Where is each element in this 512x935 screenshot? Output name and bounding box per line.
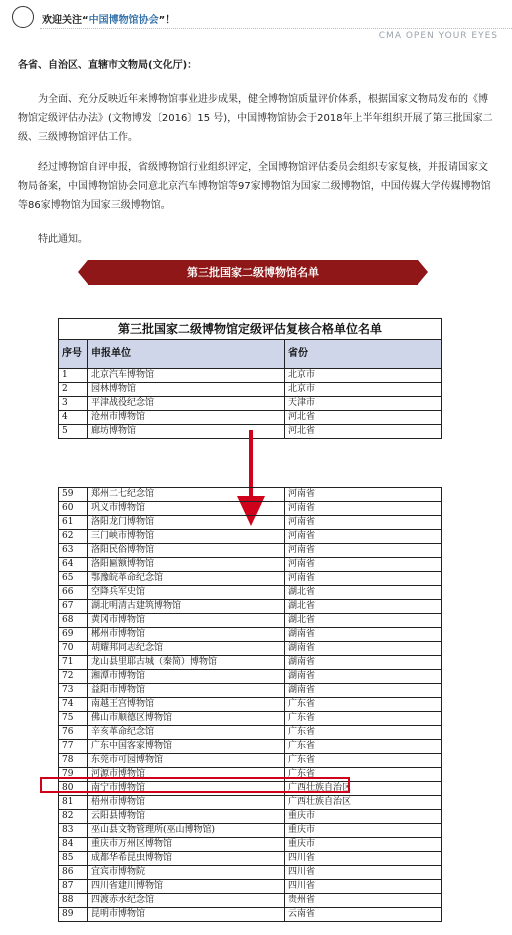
row-index: 1 [59, 369, 88, 383]
row-province: 湖南省 [285, 642, 442, 656]
row-unit: 南越王宫博物馆 [88, 698, 285, 712]
table-row [59, 712, 442, 726]
association-name-link[interactable]: 中国博物馆协会 [88, 15, 159, 26]
row-province: 河南省 [285, 572, 442, 586]
row-unit: 龙山县里耶古城（秦简）博物馆 [88, 656, 285, 670]
table-row [59, 516, 442, 530]
highlight-box [40, 777, 350, 793]
row-province: 湖南省 [285, 684, 442, 698]
row-province: 广东省 [285, 754, 442, 768]
row-unit: 廊坊博物馆 [88, 425, 285, 439]
row-index: 84 [59, 838, 88, 852]
table-row [59, 614, 442, 628]
table-row [59, 698, 442, 712]
row-index: 3 [59, 397, 88, 411]
row-province: 湖南省 [285, 670, 442, 684]
table-row [59, 880, 442, 894]
row-unit: 洛阳龙门博物馆 [88, 516, 285, 530]
table-row [59, 628, 442, 642]
table-row [59, 369, 442, 383]
row-unit: 洛阳匾额博物馆 [88, 558, 285, 572]
row-index: 69 [59, 628, 88, 642]
row-unit: 四川省建川博物馆 [88, 880, 285, 894]
table-row [59, 670, 442, 684]
row-province: 四川省 [285, 866, 442, 880]
row-province: 四川省 [285, 880, 442, 894]
row-index: 66 [59, 586, 88, 600]
row-index: 83 [59, 824, 88, 838]
circle-logo-icon [12, 6, 34, 28]
row-province: 重庆市 [285, 810, 442, 824]
table-row [59, 824, 442, 838]
table-row [59, 656, 442, 670]
row-index: 64 [59, 558, 88, 572]
row-unit: 湖北明清古建筑博物馆 [88, 600, 285, 614]
row-unit: 佛山市顺德区博物馆 [88, 712, 285, 726]
addressee: 各省、自治区、直辖市文物局(文化厅)： [18, 60, 198, 71]
row-unit: 湘潭市博物馆 [88, 670, 285, 684]
row-unit: 郴州市博物馆 [88, 628, 285, 642]
row-index: 2 [59, 383, 88, 397]
museum-list-table-bottom [58, 487, 442, 922]
row-province: 河北省 [285, 425, 442, 439]
row-index: 65 [59, 572, 88, 586]
row-index: 81 [59, 796, 88, 810]
table-body-top [59, 369, 442, 439]
table-row [59, 544, 442, 558]
row-unit: 四渡赤水纪念馆 [88, 894, 285, 908]
row-province: 广东省 [285, 726, 442, 740]
row-index: 62 [59, 530, 88, 544]
row-unit: 空降兵军史馆 [88, 586, 285, 600]
row-province: 广东省 [285, 768, 442, 782]
row-index: 63 [59, 544, 88, 558]
row-index: 59 [59, 488, 88, 502]
row-province: 广东省 [285, 740, 442, 754]
row-province: 河南省 [285, 488, 442, 502]
row-unit: 梧州市博物馆 [88, 796, 285, 810]
row-unit: 广东中国客家博物馆 [88, 740, 285, 754]
row-unit: 云阳县博物馆 [88, 810, 285, 824]
row-index: 61 [59, 516, 88, 530]
paragraph-result: 经过博物馆自评申报，省级博物馆行业组织评定，全国博物馆评估委员会组织专家复核，并报请国家文物局备案，中国博物馆协会同意北京汽车博物馆等97家博物馆为国家二级博物馆，中国传媒大学传媒博物馆等86家博物馆为国家三级博物馆。 [18, 162, 491, 211]
row-index: 77 [59, 740, 88, 754]
row-province: 湖北省 [285, 586, 442, 600]
row-unit: 胡耀邦同志纪念馆 [88, 642, 285, 656]
row-province: 河南省 [285, 516, 442, 530]
row-province: 广西壮族自治区 [285, 796, 442, 810]
row-province: 河南省 [285, 544, 442, 558]
table-row [59, 838, 442, 852]
row-index: 89 [59, 908, 88, 922]
table-row [59, 894, 442, 908]
row-province: 广东省 [285, 712, 442, 726]
page-header [0, 0, 512, 46]
row-province: 四川省 [285, 852, 442, 866]
row-province: 河北省 [285, 411, 442, 425]
row-province: 湖北省 [285, 600, 442, 614]
row-unit: 鄂豫皖革命纪念馆 [88, 572, 285, 586]
welcome-prefix: 欢迎关注“ [42, 15, 89, 26]
row-province: 重庆市 [285, 824, 442, 838]
table-row [59, 586, 442, 600]
row-unit: 洛阳民俗博物馆 [88, 544, 285, 558]
table-row [59, 810, 442, 824]
row-unit: 东莞市可园博物馆 [88, 754, 285, 768]
row-province: 北京市 [285, 369, 442, 383]
row-province: 重庆市 [285, 838, 442, 852]
row-index: 78 [59, 754, 88, 768]
table-row [59, 642, 442, 656]
row-unit: 巩义市博物馆 [88, 502, 285, 516]
row-unit: 园林博物馆 [88, 383, 285, 397]
table-row [59, 908, 442, 922]
row-index: 87 [59, 880, 88, 894]
row-index: 70 [59, 642, 88, 656]
row-index: 86 [59, 866, 88, 880]
welcome-text [42, 11, 175, 26]
welcome-suffix: ”！ [158, 15, 176, 26]
row-index: 71 [59, 656, 88, 670]
row-province: 北京市 [285, 383, 442, 397]
row-index: 76 [59, 726, 88, 740]
row-index: 4 [59, 411, 88, 425]
row-index: 88 [59, 894, 88, 908]
table-row [59, 572, 442, 586]
row-unit: 巫山县文物管理所(巫山博物馆) [88, 824, 285, 838]
row-index: 68 [59, 614, 88, 628]
header-province: 省份 [285, 340, 442, 369]
table-row [59, 866, 442, 880]
row-unit: 河源市博物馆 [88, 768, 285, 782]
table-row [59, 397, 442, 411]
row-province: 天津市 [285, 397, 442, 411]
paragraph-intro: 为全面、充分反映近年来博物馆事业进步成果，健全博物馆质量评价体系，根据国家文物局发布的《博物馆定级评估办法》(文物博发〔2016〕15 号)，中国博物馆协会于2018年上半年组织开展了第三批国家二级、三级博物馆评估工作。 [18, 94, 493, 143]
row-province: 云南省 [285, 908, 442, 922]
row-index: 60 [59, 502, 88, 516]
row-unit: 重庆市万州区博物馆 [88, 838, 285, 852]
row-province: 河南省 [285, 558, 442, 572]
table-row [59, 684, 442, 698]
row-index: 85 [59, 852, 88, 866]
section-banner: 第三批国家二级博物馆名单 [88, 260, 418, 285]
table-row [59, 530, 442, 544]
table-row [59, 796, 442, 810]
table-title: 第三批国家二级博物馆定级评估复核合格单位名单 [59, 319, 442, 340]
header-divider [40, 28, 512, 29]
row-unit: 成都华希昆虫博物馆 [88, 852, 285, 866]
slogan: CMA OPEN YOUR EYES [378, 31, 498, 41]
row-unit: 平津战役纪念馆 [88, 397, 285, 411]
row-unit: 辛亥革命纪念馆 [88, 726, 285, 740]
row-province: 湖南省 [285, 628, 442, 642]
row-unit: 郑州二七纪念馆 [88, 488, 285, 502]
row-unit: 益阳市博物馆 [88, 684, 285, 698]
closing-text: 特此通知。 [38, 234, 88, 245]
table-row [59, 600, 442, 614]
row-index: 5 [59, 425, 88, 439]
table-row [59, 383, 442, 397]
row-index: 75 [59, 712, 88, 726]
row-province: 广西壮族自治区 [285, 782, 442, 796]
row-unit: 黄冈市博物馆 [88, 614, 285, 628]
row-index: 82 [59, 810, 88, 824]
row-province: 广东省 [285, 698, 442, 712]
row-province: 湖南省 [285, 656, 442, 670]
table-row [59, 488, 442, 502]
row-unit: 三门峡市博物馆 [88, 530, 285, 544]
row-index: 67 [59, 600, 88, 614]
row-province: 河南省 [285, 502, 442, 516]
table-row [59, 726, 442, 740]
row-province: 贵州省 [285, 894, 442, 908]
row-unit: 北京汽车博物馆 [88, 369, 285, 383]
table-row [59, 740, 442, 754]
row-index: 74 [59, 698, 88, 712]
row-index: 80 [59, 782, 88, 796]
row-index: 72 [59, 670, 88, 684]
row-unit: 南宁市博物馆 [88, 782, 285, 796]
row-index: 73 [59, 684, 88, 698]
row-province: 河南省 [285, 530, 442, 544]
table-row [59, 558, 442, 572]
row-unit: 昆明市博物馆 [88, 908, 285, 922]
header-index: 序号 [59, 340, 88, 369]
row-unit: 沧州市博物馆 [88, 411, 285, 425]
table-row [59, 754, 442, 768]
row-province: 湖北省 [285, 614, 442, 628]
table-row [59, 411, 442, 425]
header-unit: 申报单位 [88, 340, 285, 369]
row-index: 79 [59, 768, 88, 782]
table-row [59, 502, 442, 516]
museum-list-table-top [58, 318, 442, 439]
row-unit: 宜宾市博物院 [88, 866, 285, 880]
table-row [59, 852, 442, 866]
table-body-bottom [59, 488, 442, 922]
